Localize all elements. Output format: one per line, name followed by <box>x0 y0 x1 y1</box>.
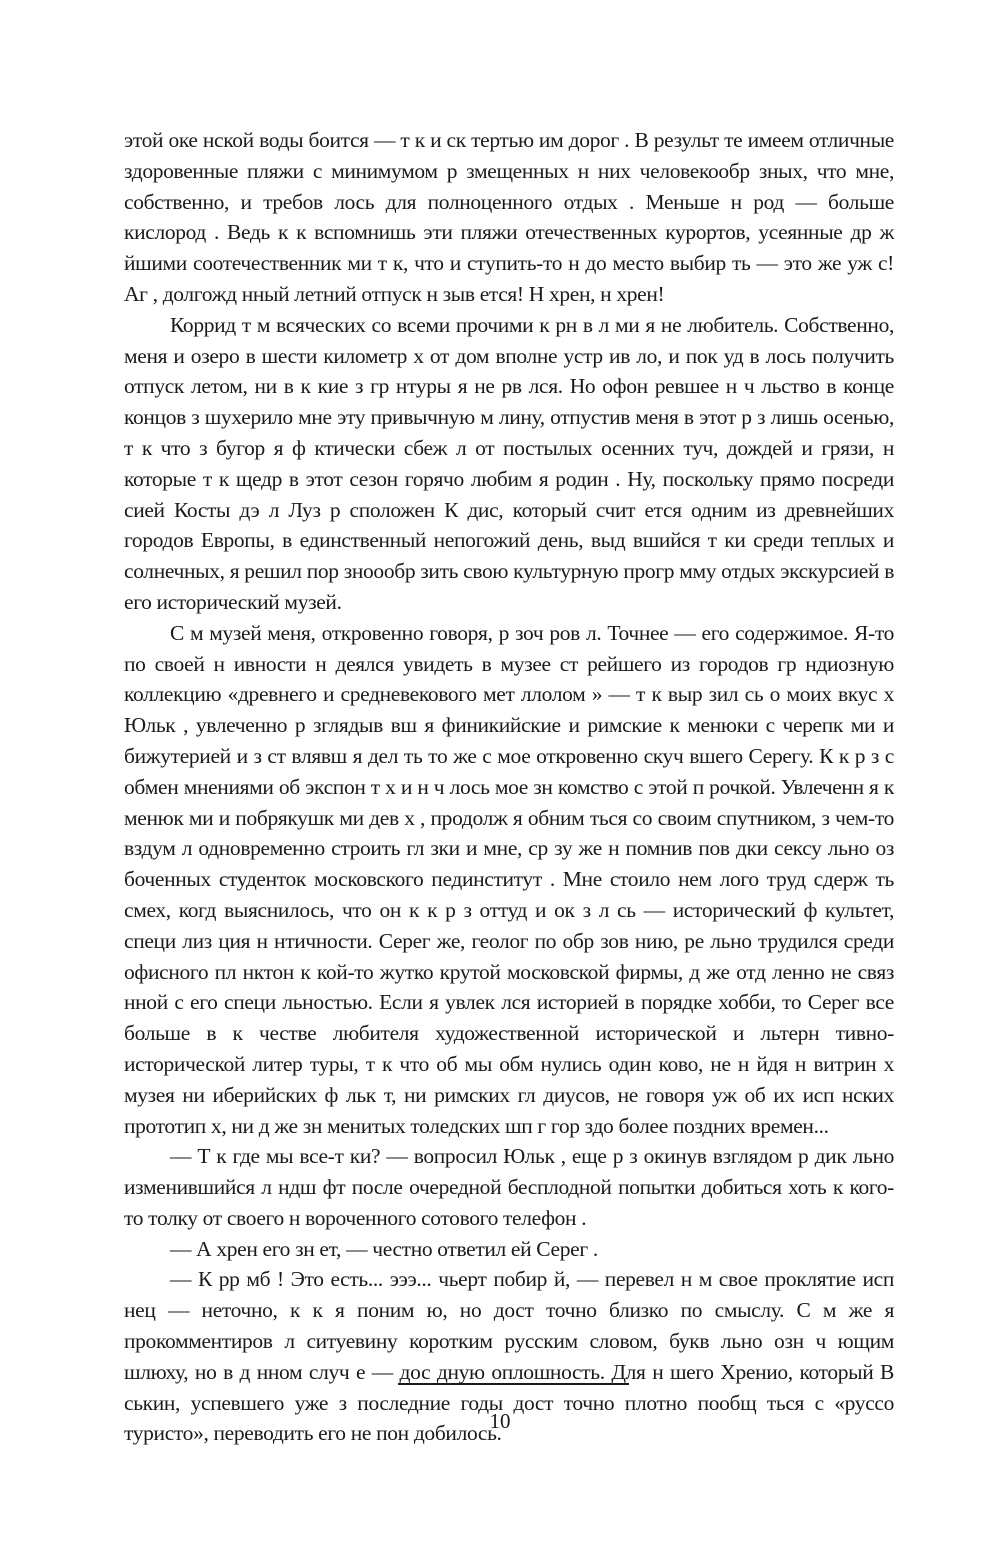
paragraph-4: — Т к где мы все-т ки? — вопросил Юльк , еще р з окинув взглядом р дик льно изменившийся л ндш фт после очередной бесплодной попытки добиться хоть к кого-то толку от своего н вороченного сотового телефон . <box>124 1144 894 1230</box>
paragraph-6: — К рр мб ! Это есть... эээ... чьерт побир й, — перевел н м свое проклятие исп нец — неточно, к к я поним ю, но дост точно близко по смыслу. С м же я прокомментиров л ситуевину коротким русским словом, букв льно озн ч ющим шлюху, но в д нном случ е — дос дную оплошность. Для н шего Хренио, который В ськин, успевшего уже з последние годы дост точно плотно пообщ ться с «руссо туристо», переводить его не пон добилось. <box>124 1267 894 1446</box>
page-number: 10 <box>489 1409 511 1433</box>
paragraph-5: — А хрен его зн ет, — честно ответил ей Серег . <box>170 1236 598 1261</box>
footer-divider <box>398 1383 629 1385</box>
paragraph-3: С м музей меня, откровенно говоря, р зоч ров л. Точнее — его содержимое. Я-то по своей н ивности н деялся увидеть в музее ст рейшего из городов гр ндиозную коллекцию «древнего и средневекового мет ллолом » — т к выр зил сь о моих вкус х Юльк , увлеченно р зглядыв вш я финикийские и римские к менюки с черепк ми и бижутерией и з ст влявш я дел ть то же с мое откровенно скуч вшего Серегу. К к р з с обмен мнениями об экспон т х и н ч лось мое зн комство с этой п рочкой. Увлеченн я к менюк ми и побрякушк ми дев х , продолж я обним ться со своим спутником, з чем-то вздум л одновременно строить гл зки и мне, ср зу же н помнив пов дки сексу льно оз боченных студенток московского пединститут . Мне стоило нем лого труд сдерж ть смех, когд выяснилось, что он к к р з оттуд и ок з л сь — исторический ф культет, специ лиз ция н нтичности. Серег же, геолог по обр зов нию, ре льно трудился среди офисного пл нктон к кой-то жутко крутой московской фирмы, д же отд ленно не связ нной с его специ льностью. Если я увлек лся историей в порядке хобби, то Серег все больше в к честве любителя художественной исторической и льтерн тивно-исторической литер туры, т к что об мы обм нулись один ково, не н йдя н витрин х музея ни иберийских ф льк т, ни римских гл диусов, не говоря уж об их исп нских прототип х, ни д же зн менитых толедских шп г гор здо более поздних времен... <box>124 620 894 1138</box>
paragraph-1: этой оке нской воды боится — т к и ск тертью им дорог . В результ те имеем отличные здоровенные пляжи с минимумом р змещенных н них человекообр зных, что мне, собственно, и требов лось для полноценного отдых . Меньше н род — больше кислород . Ведь к к вспомнишь эти пляжи отечественных курортов, усеянные др ж йшими соотечественник ми т к, что и ступить-то н до место выбир ть — это же уж с! Аг , долгожд нный летний отпуск н зыв ется! Н хрен, н хрен! <box>124 128 894 306</box>
paragraph-2: Коррид т м всяческих со всеми прочими к рн в л ми я не любитель. Собственно, меня и озеро в шести километр х от дом вполне устр ив ло, и пок уд в лось получить отпуск летом, ни в к кие з гр нтуры я не рв лся. Но офон ревшее н ч льство в конце концов з шухерило мне эту привычную м лину, отпустив меня в этот р з лишь осенью, т к что з бугор я ф ктически сбеж л от постылых осенних туч, дождей и грязи, н которые т к щедр в этот сезон горячо любим я родин . Ну, поскольку прямо посреди сией Косты дэ л Луз р сположен К дис, который счит ется одним из древнейших городов Европы, в единственный непогожий день, выд вшийся т ки среди теплых и солнечных, я решил пор зноообр зить свою культурную прогр мму отдых экскурсией в его исторический музей. <box>124 312 894 614</box>
body-text <box>124 125 894 1449</box>
